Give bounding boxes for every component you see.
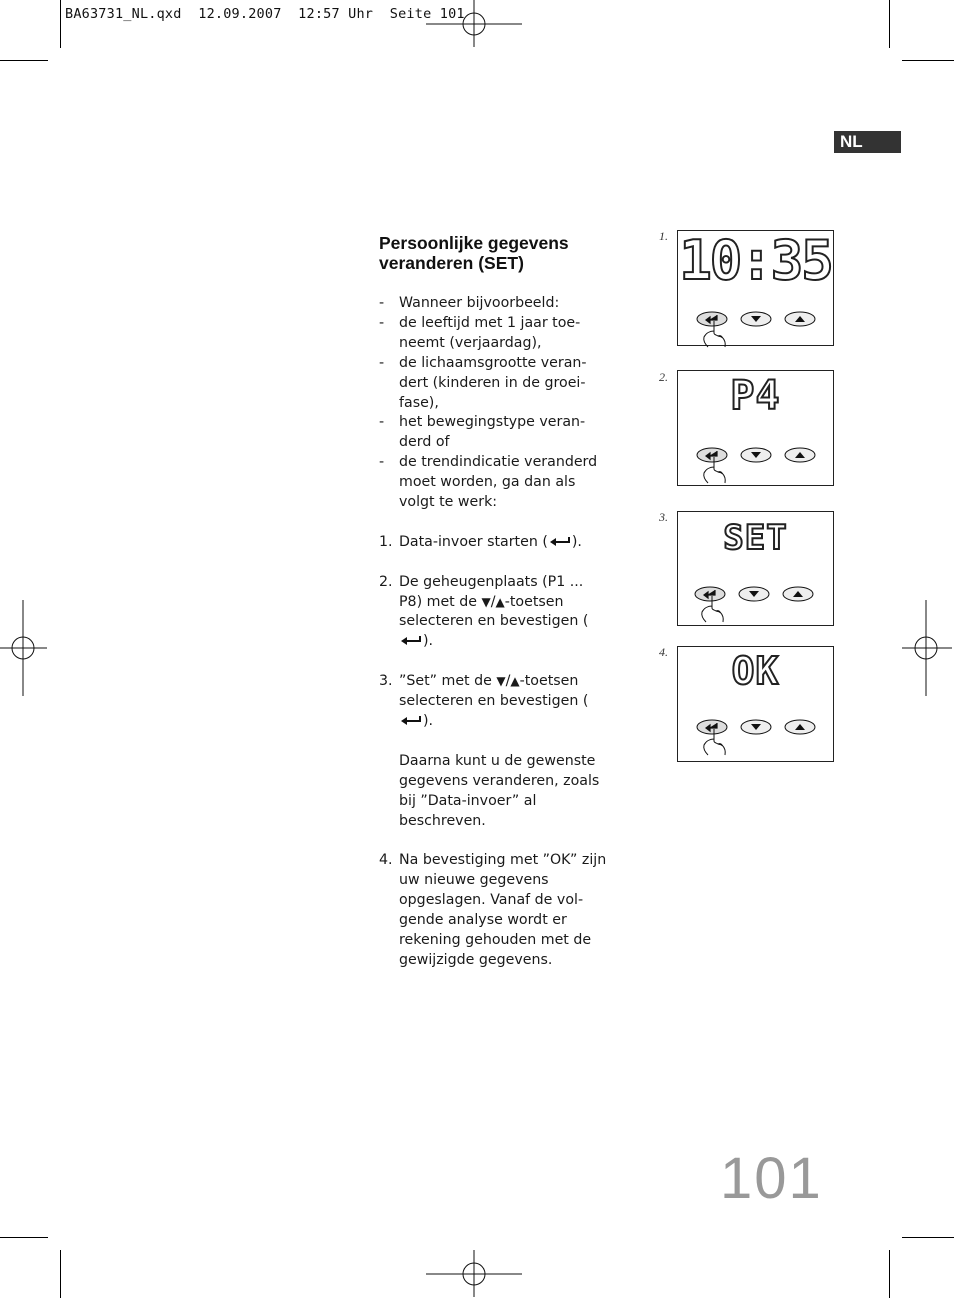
step-text: ).	[571, 533, 582, 550]
figure-label: 2.	[659, 370, 668, 384]
step-text: /	[490, 593, 496, 610]
crop-mark	[0, 60, 48, 61]
scale-display-panel	[677, 370, 834, 486]
page-number: 101	[720, 1146, 823, 1211]
step-4	[379, 851, 609, 970]
enter-button-icon	[697, 448, 727, 462]
step-text: Data-invoer starten (	[399, 533, 548, 550]
bullet-marker: -	[379, 314, 385, 331]
enter-button-icon	[697, 312, 727, 326]
bullet-marker: -	[379, 454, 385, 471]
up-button-icon	[785, 312, 815, 326]
language-tab: NL	[834, 131, 901, 153]
bullet-item	[379, 453, 609, 513]
crop-mark	[889, 1250, 890, 1298]
bullet-marker: -	[379, 295, 385, 311]
return-key-icon	[399, 714, 423, 726]
up-button-icon	[785, 720, 815, 734]
down-button-icon	[741, 720, 771, 734]
bullet-item	[379, 314, 609, 354]
bullet-item	[379, 413, 609, 453]
down-arrow-icon: ▼	[496, 674, 506, 689]
scale-display-panel	[677, 511, 834, 626]
up-arrow-icon: ▲	[510, 674, 520, 689]
bullet-text: het bewegingstype veran-derd of	[399, 414, 586, 451]
step-2	[379, 573, 609, 653]
button-row-illustration	[694, 445, 820, 485]
control-buttons	[694, 717, 820, 761]
step-text: /	[505, 673, 511, 690]
step-text: ”Set” met de	[399, 673, 497, 690]
bullet-text: de trendindicatie veranderd moet worden, ga dan als volgt te werk:	[399, 454, 598, 511]
figure-label: 1.	[659, 229, 668, 243]
step-1	[379, 533, 609, 553]
bullet-marker: -	[379, 414, 385, 431]
lcd-display: 10:35	[679, 229, 832, 292]
crop-mark	[889, 0, 890, 48]
crop-mark	[60, 1250, 61, 1298]
instructions-body	[379, 294, 609, 971]
crop-mark	[60, 0, 61, 48]
step-3-note: Daarna kunt u de gewenste gegevens veranderen, zoals bij ”Data-invoer” al beschreven.	[399, 752, 600, 829]
control-buttons	[694, 445, 820, 489]
bullet-item	[379, 294, 609, 314]
bullet-text: de lichaamsgrootte veran-dert (kinderen in de groei-fase),	[399, 354, 587, 411]
control-buttons	[694, 309, 820, 353]
crop-mark	[0, 1237, 48, 1238]
up-arrow-icon: ▲	[495, 594, 505, 609]
crop-mark	[902, 1237, 954, 1238]
step-number: 1.	[379, 533, 393, 550]
down-button-icon	[741, 448, 771, 462]
registration-mark-left	[0, 600, 48, 698]
registration-mark-bottom	[426, 1250, 524, 1298]
return-key-icon	[399, 634, 423, 646]
step-text: ).	[423, 712, 434, 729]
enter-button-icon	[695, 587, 725, 601]
scale-display-panel	[677, 230, 834, 346]
up-button-icon	[783, 587, 813, 601]
enter-button-icon	[697, 720, 727, 734]
button-row-illustration	[694, 309, 820, 349]
down-button-icon	[739, 587, 769, 601]
step-text: ).	[423, 633, 434, 650]
bullet-marker: -	[379, 354, 385, 371]
scale-display-panel	[677, 646, 834, 762]
step-text: -toetsen selecteren en bevestigen (	[399, 673, 589, 710]
section-title: Persoonlijke gegevens veranderen (SET)	[379, 233, 569, 273]
lcd-display: OK	[731, 649, 780, 693]
control-buttons	[692, 584, 818, 628]
down-button-icon	[741, 312, 771, 326]
button-row-illustration	[692, 584, 818, 624]
step-text: -toetsen selecteren en bevestigen (	[399, 593, 589, 630]
step-text: De geheugenplaats (P1 ... P8) met de	[399, 573, 584, 610]
button-row-illustration	[694, 717, 820, 757]
crop-mark	[902, 60, 954, 61]
registration-mark-right	[902, 600, 954, 698]
up-button-icon	[785, 448, 815, 462]
bullet-item	[379, 354, 609, 414]
step-number: 2.	[379, 573, 393, 590]
figure-label: 4.	[659, 645, 668, 659]
figure-label: 3.	[659, 510, 668, 524]
down-arrow-icon: ▼	[481, 594, 491, 609]
lcd-display: P4	[730, 373, 781, 419]
step-text: Na bevestiging met ”OK” zijn uw nieuwe gegevens opgeslagen. Vanaf de vol-gende analyse wordt er rekening gehouden met de gewijzigde gegevens.	[399, 852, 607, 968]
step-3	[379, 672, 609, 831]
return-key-icon	[548, 535, 572, 547]
lcd-display: SET	[723, 518, 788, 558]
step-number: 3.	[379, 673, 393, 690]
file-info-header: BA63731_NL.qxd 12.09.2007 12:57 Uhr Seite 101	[65, 6, 465, 22]
bullet-text: Wanneer bijvoorbeeld:	[399, 295, 560, 311]
step-number: 4.	[379, 852, 393, 869]
bullet-text: de leeftijd met 1 jaar toe-neemt (verjaardag),	[399, 314, 581, 351]
